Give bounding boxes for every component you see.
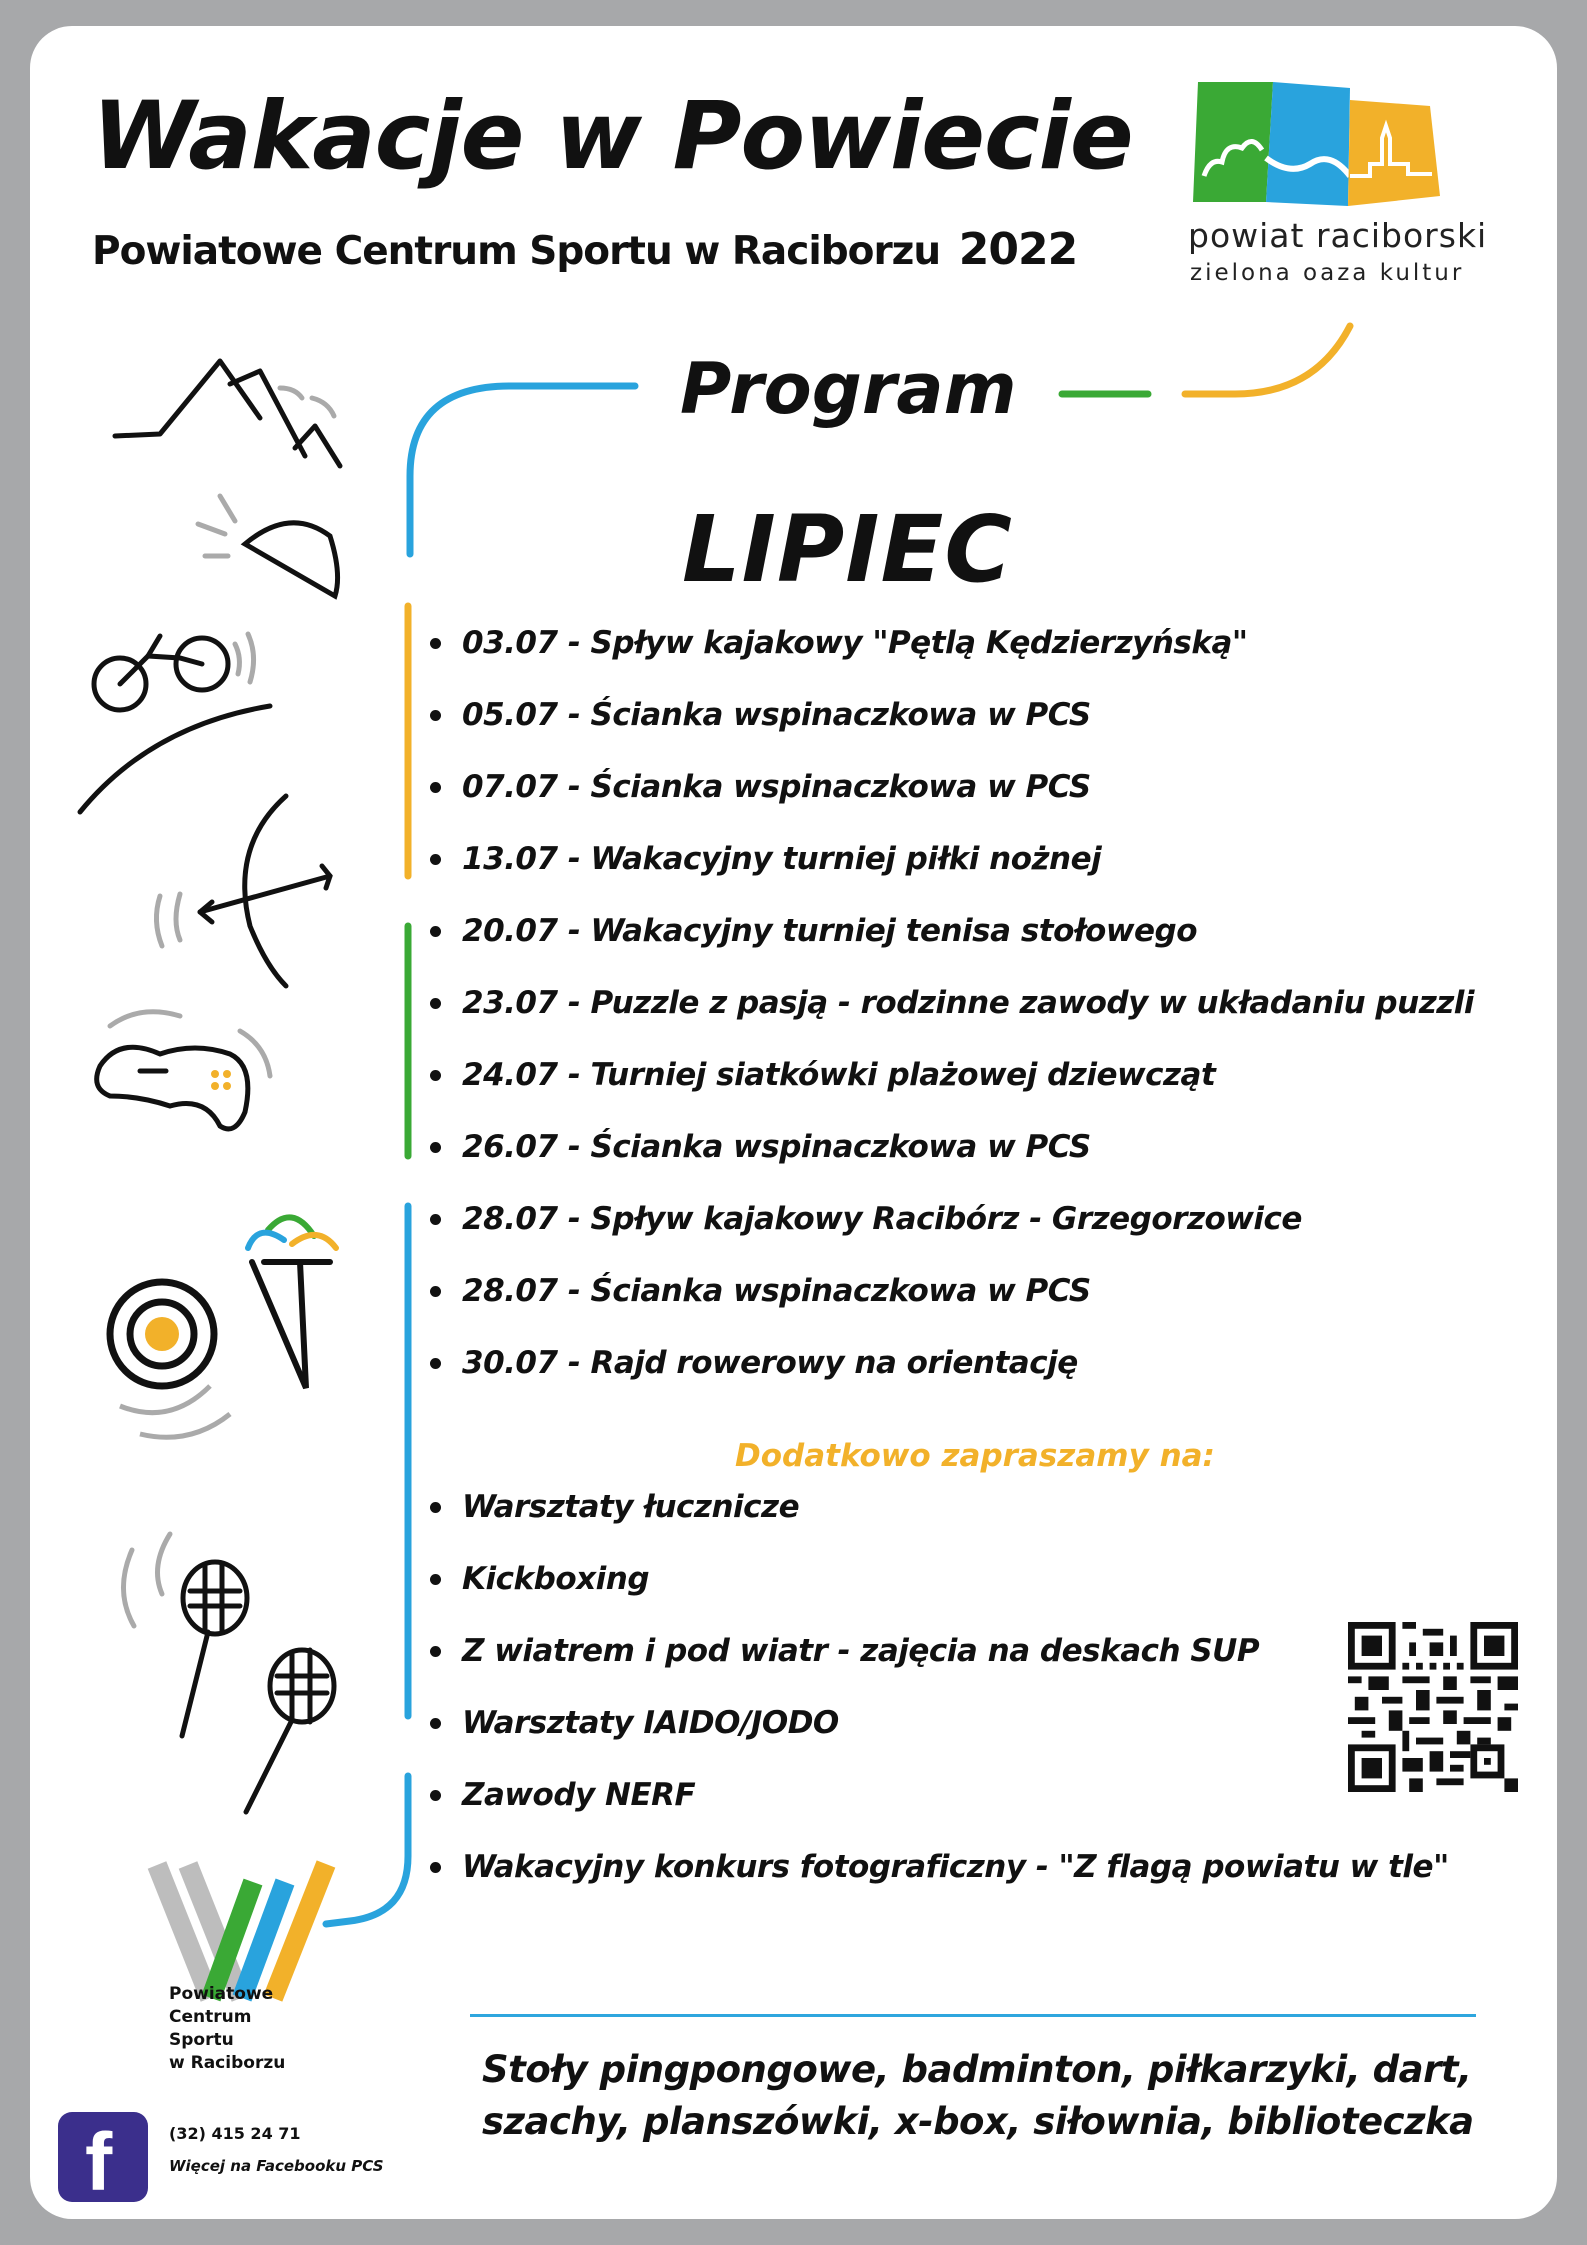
bullet-icon (430, 1790, 441, 1801)
bullet-icon (430, 1142, 441, 1153)
bullet-icon (430, 1358, 441, 1369)
program-heading: Program (680, 348, 1017, 430)
footer-divider (470, 2014, 1476, 2017)
extra-heading: Dodatkowo zapraszamy na: (735, 1438, 1215, 1474)
bullet-icon (430, 1646, 441, 1657)
bullet-icon (430, 1862, 441, 1873)
event-item: 30.07 - Rajd rowerowy na orientację (430, 1338, 1078, 1388)
bullet-icon (430, 1718, 441, 1729)
bullet-icon (430, 1286, 441, 1297)
ice-cream-icon (248, 1217, 336, 1388)
bullet-icon (430, 782, 441, 793)
event-item: 26.07 - Ścianka wspinaczkowa w PCS (430, 1122, 1091, 1172)
organizer-name: Powiatowe Centrum Sportu w Raciborzu (169, 1984, 286, 2073)
footer-line-2: szachy, planszówki, x-box, siłownia, biblioteczka (482, 2100, 1474, 2143)
gamepad-icon (97, 1012, 270, 1129)
event-item: 07.07 - Ścianka wspinaczkowa w PCS (430, 762, 1091, 812)
extra-item: Z wiatrem i pod wiatr - zajęcia na deskach SUP (430, 1626, 1259, 1676)
archery-bow-icon (156, 796, 330, 986)
badminton-rackets-icon (123, 1534, 334, 1812)
target-icon (110, 1282, 230, 1437)
extra-item: Wakacyjny konkurs fotograficzny - "Z flagą powiatu w tle" (430, 1842, 1449, 1892)
event-item: 28.07 - Spływ kajakowy Racibórz - Grzegorzowice (430, 1194, 1302, 1244)
sport-icons (30, 26, 390, 2219)
event-item: 23.07 - Puzzle z pasją - rodzinne zawody w układaniu puzzli (430, 978, 1474, 1028)
month-heading: LIPIEC (682, 496, 1013, 603)
bullet-icon (430, 998, 441, 1009)
footer-line-1: Stoły pingpongowe, badminton, piłkarzyki, dart, (482, 2048, 1472, 2091)
bullet-icon (430, 710, 441, 721)
qr-code-icon[interactable] (1348, 1622, 1518, 1792)
bullet-icon (430, 1214, 441, 1225)
pcs-logo-icon (157, 1864, 326, 1998)
extra-item: Zawody NERF (430, 1770, 695, 1820)
logo-line-2: zielona oaza kultur (1190, 260, 1465, 286)
event-item: 03.07 - Spływ kajakowy "Pętlą Kędzierzyńską" (430, 618, 1248, 668)
bullet-icon (430, 638, 441, 649)
bullet-icon (430, 854, 441, 865)
phone-number: (32) 415 24 71 (169, 2124, 301, 2143)
mountains-icon (115, 361, 340, 466)
bicycle-icon (80, 634, 270, 812)
logo-line-1: powiat raciborski (1188, 216, 1488, 255)
subtitle-year: 2022 (958, 224, 1078, 275)
subtitle-organizer: Powiatowe Centrum Sportu w Raciborzu (92, 229, 941, 274)
poster-title: Wakacje w Powiecie (92, 82, 1133, 191)
extra-item: Warsztaty łucznicze (430, 1482, 799, 1532)
extra-item: Kickboxing (430, 1554, 649, 1604)
bullet-icon (430, 926, 441, 937)
facebook-note: Więcej na Facebooku PCS (169, 2157, 384, 2175)
event-item: 13.07 - Wakacyjny turniej piłki nożnej (430, 834, 1101, 884)
bullet-icon (430, 1574, 441, 1585)
bullet-icon (430, 1502, 441, 1513)
event-item: 24.07 - Turniej siatkówki plażowej dziewcząt (430, 1050, 1215, 1100)
facebook-icon[interactable]: f (58, 2112, 148, 2202)
event-item: 05.07 - Ścianka wspinaczkowa w PCS (430, 690, 1091, 740)
climbing-hold-icon (198, 496, 338, 596)
poster-card (30, 26, 1557, 2219)
bullet-icon (430, 1070, 441, 1081)
event-item: 28.07 - Ścianka wspinaczkowa w PCS (430, 1266, 1091, 1316)
extra-item: Warsztaty IAIDO/JODO (430, 1698, 839, 1748)
event-item: 20.07 - Wakacyjny turniej tenisa stołowego (430, 906, 1197, 956)
